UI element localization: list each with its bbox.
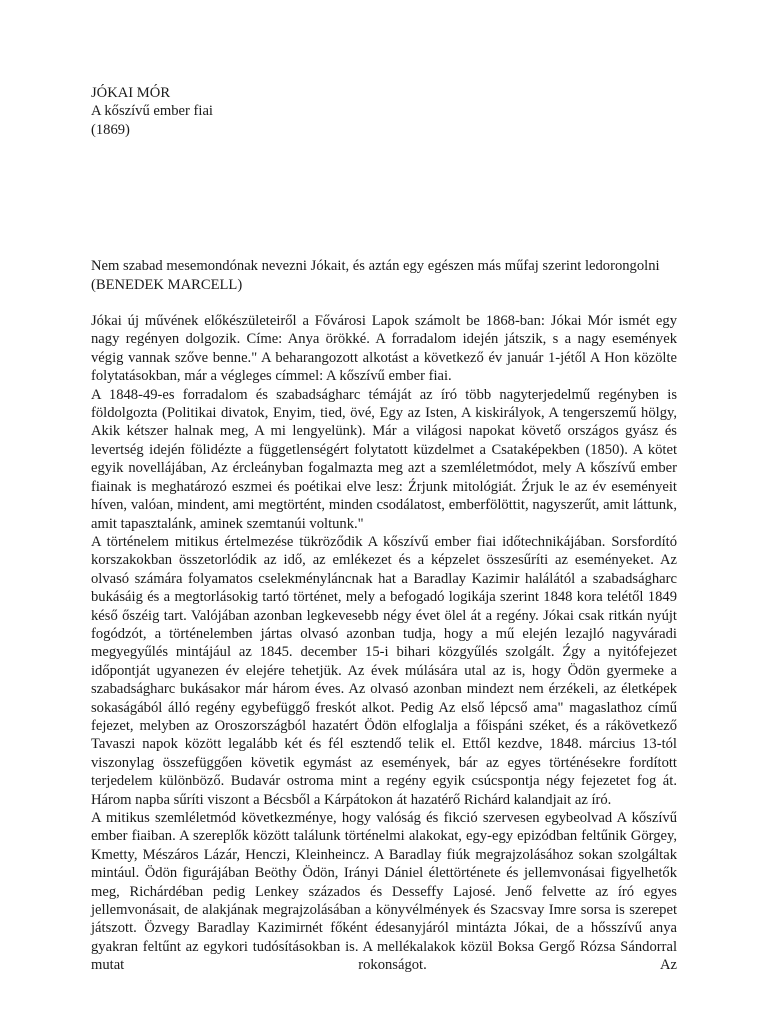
- motto-text: Nem szabad mesemondónak nevezni Jókait, és aztán egy egészen más műfaj szerint ledorongolni: [91, 258, 660, 275]
- book-title: A kőszívű ember fiai: [91, 103, 213, 120]
- motto-block: [91, 257, 677, 294]
- paragraph: A történelem mitikus értelmezése tükröződik A kőszívű ember fiai időtechnikájában. Sorsfordító korszakokban összetorlódik az idő, az emlékezet és a képzelet összesűríti az eseményeket. Az olvasó számára folyamatos cselekményláncnak hat a Baradlay Kazimir halálától a szabadságharc bukásáig és a megtorlásokig tartó történet, mely a befogadó logikája szerint 1848 kora telétől 1849 késő őszéig tart. Valójában azonban legkevesebb négy évet ölel át a regény. Jókai csak ritkán nyújt fogódzót, a történelemben jártas olvasó azonban tudja, hogy a mű elején lezajló nagyváradi megyegyűlés mintájául az 1845. december 15-i bihari közgyűlés szolgált. Źgy a nyitófejezet időpontját ugyanezen év elejére tehetjük. Az évek múlására utal az is, hogy Ödön gyermeke a szabadságharc bukásakor már három éves. Az olvasó azonban mindezt nem érzékeli, az életképek sokaságából álló regény egybefüggő freskót alkot. Pedig Az első lépcső ama" magaslathoz című fejezet, melyben az Oroszországból hazatért Ödön elfoglalja a főispáni széket, és a rákövetkező Tavaszi napok között legalább két és fél esztendő telik el. Ettől kezdve, 1848. március 13-tól viszonylag összefüggően követik egymást az események, bár az egyes történésekre fordított terjedelem különböző. Budavár ostroma mint a regény egyik csúcspontja négy fejezetet fog át. Három napba sűríti viszont a Bécsből a Kárpátokon át hazatérő Richárd kalandjait az író.: [91, 533, 677, 808]
- paragraph: A 1848-49-es forradalom és szabadságharc témáját az író több nagyterjedelmű regényben is földolgozta (Politikai divatok, Enyim, tied, övé, Egy az Isten, A kiskirályok, A tengerszemű hölgy, Akik kétszer halnak meg, A mi lengyelünk). Már a világosi napokat követő országos gyász és levertség idején fölidézte a függetlenségért folytatott küzdelmet a Csataképekben (1850). A kötet egyik novellájában, Az ércleányban fogalmazta meg azt a szemléletmódot, mely A kőszívű ember fiainak is meghatározó eszmei és poétikai elve lesz: Źrjunk mitológiát. Źrjuk le az év eseményeit híven, valóan, mindent, ami megtörtént, minden csodálatost, emberfölöttit, nagyszerűt, amit láttunk, amit tapasztalánk, aminek szemtanúi voltunk.": [91, 386, 677, 532]
- document-header: [91, 84, 677, 139]
- paragraph: Jókai új művének előkészületeiről a Fővárosi Lapok számolt be 1868-ban: Jókai Mór ismét egy nagy regényen dolgozik. Címe: Anya örökké. A forradalom idején játszik, s a nagy események végig vannak szőve benne." A beharangozott alkotást a következő év január 1-jétől A Hon közölte folytatásokban, már a végleges címmel: A kőszívű ember fiai.: [91, 313, 677, 385]
- document-page: [91, 84, 677, 975]
- paragraph: A mitikus szemléletmód következménye, hogy valóság és fikció szervesen egybeolvad A kőszívű ember fiaiban. A szereplők között találunk történelmi alakokat, egy-egy epizódban feltűnik Görgey, Kmetty, Mészáros Lázár, Henczi, Kleinheincz. A Baradlay fiúk megrajzolásához sokan szolgáltak mintául. Ödön figurájában Beöthy Ödön, Irányi Dániel élettörténete és jellemvonásai figyelhetők meg, Richárdéban pedig Lenkey százados és Desseffy Lajosé. Jenő felvette az író egyes jellemvonásait, de alakjának megrajzolásában a könyvélmények és Szacsvay Imre sorsa is szerepet játszott. Özvegy Baradlay Kazimirnét főként édesanyjáról mintázta Jókai, de a hősszívű anya gyakran feltűnt az egykori tudósításokban is. A mellékalakok közül Boksa Gergő Rózsa Sándorral mutat rokonságot. Az: [91, 810, 677, 974]
- motto-attribution: (BENEDEK MARCELL): [91, 276, 243, 293]
- publication-year: (1869): [91, 121, 130, 138]
- author-name: JÓKAI MÓR: [91, 85, 171, 101]
- essay-body: [91, 312, 677, 975]
